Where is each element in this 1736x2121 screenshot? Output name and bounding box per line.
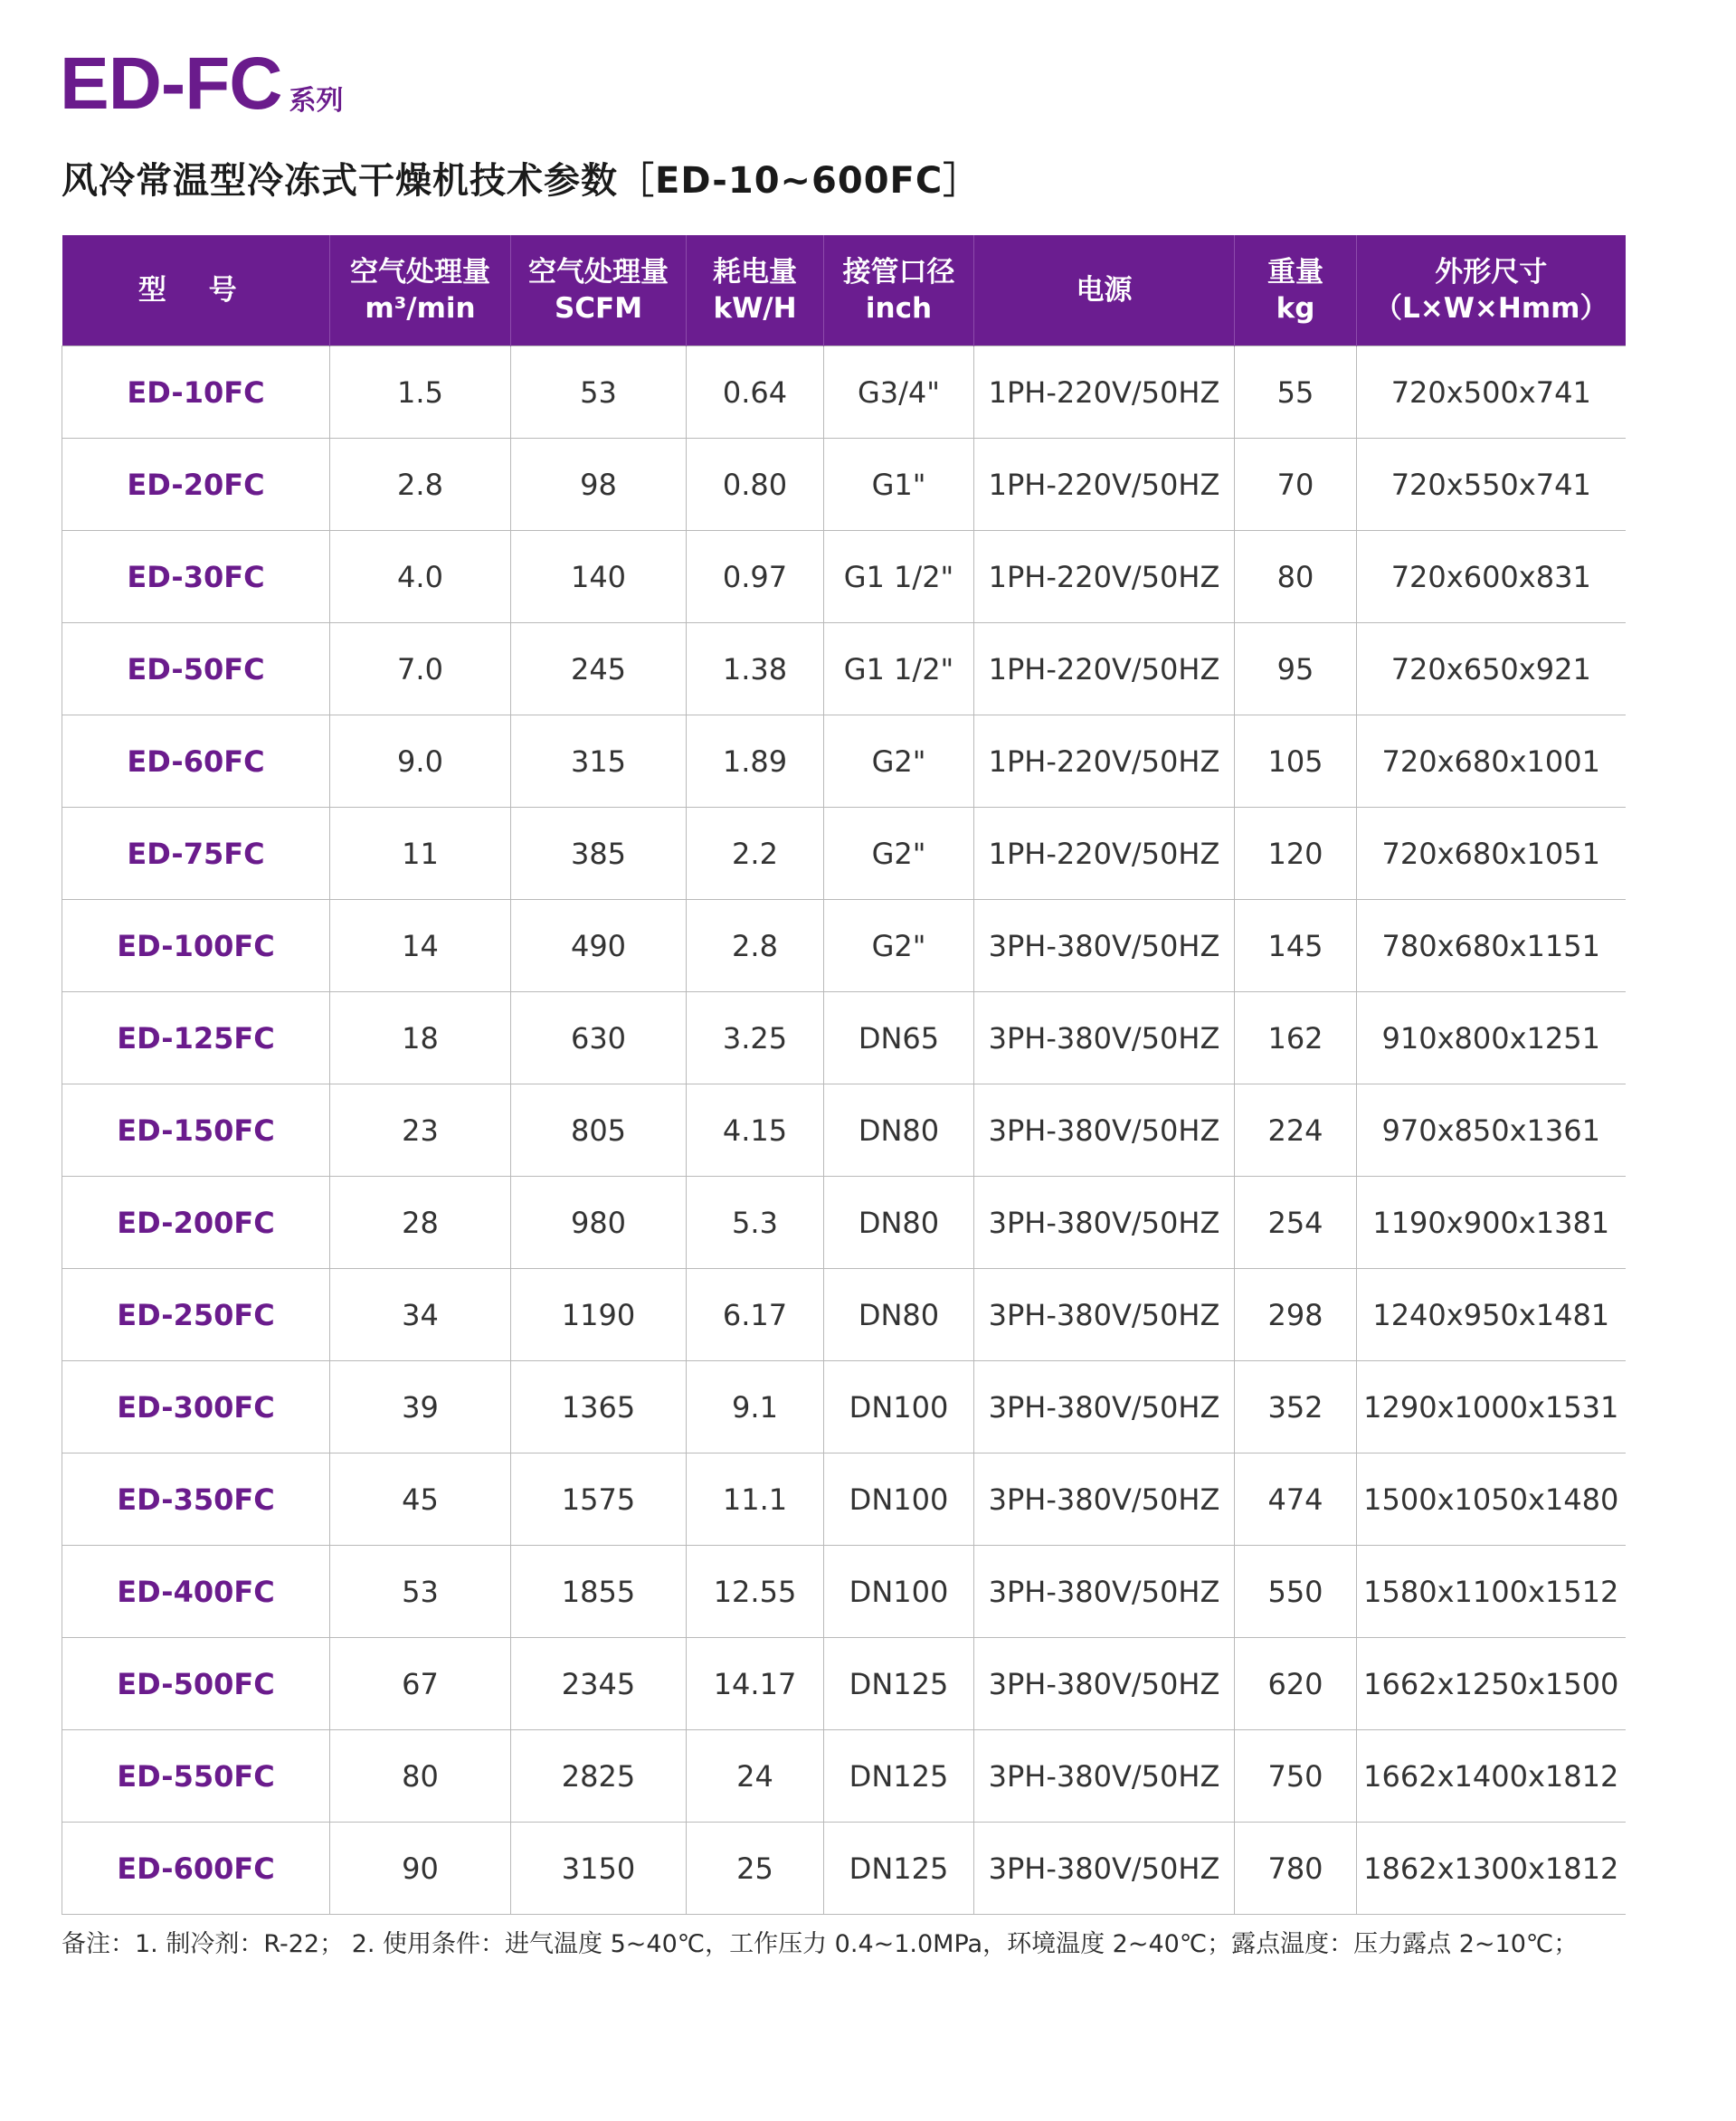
model-cell: ED-60FC: [62, 715, 330, 808]
weight-cell: 620: [1235, 1638, 1357, 1730]
model-cell: ED-550FC: [62, 1730, 330, 1823]
pipe-size-cell: DN125: [824, 1823, 974, 1915]
weight-cell: 145: [1235, 900, 1357, 992]
power-supply-cell: 1PH-220V/50HZ: [974, 346, 1235, 439]
model-cell: ED-250FC: [62, 1269, 330, 1361]
air-flow-m3-cell: 90: [330, 1823, 511, 1915]
col-header-line1: 接管口径: [842, 256, 955, 289]
table-row: [62, 346, 1626, 439]
weight-cell: 352: [1235, 1361, 1357, 1453]
power-cell: 12.55: [687, 1546, 824, 1638]
power-supply-cell: 3PH-380V/50HZ: [974, 1361, 1235, 1453]
pipe-size-cell: DN100: [824, 1361, 974, 1453]
col-header-line2: （L×W×Hmm）: [1374, 292, 1608, 325]
pipe-size-cell: DN80: [824, 1269, 974, 1361]
weight-cell: 95: [1235, 623, 1357, 715]
pipe-size-cell: DN80: [824, 1177, 974, 1269]
model-cell: ED-10FC: [62, 346, 330, 439]
air-flow-scfm-cell: 315: [511, 715, 687, 808]
dimensions-cell: 1862x1300x1812: [1357, 1823, 1626, 1915]
air-flow-scfm-cell: 98: [511, 439, 687, 531]
pipe-size-cell: G2": [824, 715, 974, 808]
col-header-line2: m³/min: [365, 292, 476, 325]
air-flow-scfm-cell: 805: [511, 1084, 687, 1177]
col-header-line2: SCFM: [554, 292, 643, 325]
col-header-line2: inch: [865, 292, 933, 325]
power-supply-cell: 3PH-380V/50HZ: [974, 1823, 1235, 1915]
air-flow-m3-cell: 34: [330, 1269, 511, 1361]
dimensions-cell: 720x680x1051: [1357, 808, 1626, 900]
power-supply-cell: 3PH-380V/50HZ: [974, 1269, 1235, 1361]
model-cell: ED-125FC: [62, 992, 330, 1084]
col-header-line1: 电源: [1076, 274, 1133, 307]
power-supply-cell: 1PH-220V/50HZ: [974, 808, 1235, 900]
air-flow-m3-cell: 53: [330, 1546, 511, 1638]
weight-cell: 162: [1235, 992, 1357, 1084]
table-row: [62, 1084, 1626, 1177]
air-flow-m3-cell: 11: [330, 808, 511, 900]
model-cell: ED-500FC: [62, 1638, 330, 1730]
col-header-line1: 型 号: [138, 274, 253, 307]
power-supply-cell: 3PH-380V/50HZ: [974, 1638, 1235, 1730]
model-cell: ED-350FC: [62, 1453, 330, 1546]
pipe-size-cell: DN100: [824, 1546, 974, 1638]
air-flow-scfm-cell: 1365: [511, 1361, 687, 1453]
dimensions-cell: 1662x1400x1812: [1357, 1730, 1626, 1823]
model-cell: ED-100FC: [62, 900, 330, 992]
air-flow-m3-cell: 18: [330, 992, 511, 1084]
power-supply-cell: 3PH-380V/50HZ: [974, 1546, 1235, 1638]
col-header-line1: 重量: [1267, 256, 1323, 289]
col-header-pipe-size: [824, 235, 974, 346]
air-flow-m3-cell: 4.0: [330, 531, 511, 623]
air-flow-m3-cell: 39: [330, 1361, 511, 1453]
weight-cell: 550: [1235, 1546, 1357, 1638]
model-cell: ED-400FC: [62, 1546, 330, 1638]
weight-cell: 105: [1235, 715, 1357, 808]
air-flow-scfm-cell: 1190: [511, 1269, 687, 1361]
air-flow-scfm-cell: 3150: [511, 1823, 687, 1915]
dimensions-cell: 910x800x1251: [1357, 992, 1626, 1084]
dimensions-cell: 720x600x831: [1357, 531, 1626, 623]
power-cell: 3.25: [687, 992, 824, 1084]
brand-series-label: 系列: [289, 85, 344, 117]
power-supply-cell: 3PH-380V/50HZ: [974, 992, 1235, 1084]
pipe-size-cell: DN125: [824, 1638, 974, 1730]
model-cell: ED-30FC: [62, 531, 330, 623]
col-header-line1: 外形尺寸: [1435, 256, 1548, 289]
air-flow-m3-cell: 7.0: [330, 623, 511, 715]
air-flow-m3-cell: 28: [330, 1177, 511, 1269]
air-flow-scfm-cell: 140: [511, 531, 687, 623]
table-row: [62, 439, 1626, 531]
power-cell: 11.1: [687, 1453, 824, 1546]
pipe-size-cell: DN100: [824, 1453, 974, 1546]
table-row: [62, 1453, 1626, 1546]
pipe-size-cell: G1 1/2": [824, 531, 974, 623]
air-flow-m3-cell: 45: [330, 1453, 511, 1546]
col-header-weight: [1235, 235, 1357, 346]
col-header-line1: 耗电量: [713, 256, 797, 289]
power-supply-cell: 3PH-380V/50HZ: [974, 1453, 1235, 1546]
air-flow-m3-cell: 2.8: [330, 439, 511, 531]
pipe-size-cell: G2": [824, 808, 974, 900]
pipe-size-cell: DN125: [824, 1730, 974, 1823]
spec-table: [62, 235, 1626, 1915]
dimensions-cell: 720x650x921: [1357, 623, 1626, 715]
air-flow-scfm-cell: 490: [511, 900, 687, 992]
air-flow-scfm-cell: 980: [511, 1177, 687, 1269]
model-cell: ED-20FC: [62, 439, 330, 531]
table-row: [62, 1730, 1626, 1823]
header-row: [62, 235, 1626, 346]
power-cell: 4.15: [687, 1084, 824, 1177]
power-cell: 14.17: [687, 1638, 824, 1730]
model-cell: ED-50FC: [62, 623, 330, 715]
power-supply-cell: 1PH-220V/50HZ: [974, 439, 1235, 531]
col-header-line1: 空气处理量: [528, 256, 669, 289]
brand-heading: [60, 43, 344, 125]
table-row: [62, 623, 1626, 715]
air-flow-scfm-cell: 245: [511, 623, 687, 715]
table-row: [62, 1361, 1626, 1453]
table-row: [62, 992, 1626, 1084]
power-supply-cell: 3PH-380V/50HZ: [974, 1730, 1235, 1823]
air-flow-scfm-cell: 1575: [511, 1453, 687, 1546]
model-cell: ED-150FC: [62, 1084, 330, 1177]
power-cell: 6.17: [687, 1269, 824, 1361]
air-flow-m3-cell: 14: [330, 900, 511, 992]
power-supply-cell: 1PH-220V/50HZ: [974, 531, 1235, 623]
dimensions-cell: 720x500x741: [1357, 346, 1626, 439]
power-cell: 9.1: [687, 1361, 824, 1453]
pipe-size-cell: G2": [824, 900, 974, 992]
dimensions-cell: 1290x1000x1531: [1357, 1361, 1626, 1453]
weight-cell: 254: [1235, 1177, 1357, 1269]
power-supply-cell: 3PH-380V/50HZ: [974, 1177, 1235, 1269]
weight-cell: 80: [1235, 531, 1357, 623]
weight-cell: 55: [1235, 346, 1357, 439]
power-cell: 2.8: [687, 900, 824, 992]
model-cell: ED-300FC: [62, 1361, 330, 1453]
table-row: [62, 1823, 1626, 1915]
col-header-power-consumption: [687, 235, 824, 346]
weight-cell: 298: [1235, 1269, 1357, 1361]
weight-cell: 750: [1235, 1730, 1357, 1823]
power-supply-cell: 3PH-380V/50HZ: [974, 900, 1235, 992]
air-flow-scfm-cell: 53: [511, 346, 687, 439]
air-flow-scfm-cell: 2825: [511, 1730, 687, 1823]
dimensions-cell: 1580x1100x1512: [1357, 1546, 1626, 1638]
power-supply-cell: 1PH-220V/50HZ: [974, 715, 1235, 808]
model-cell: ED-200FC: [62, 1177, 330, 1269]
weight-cell: 120: [1235, 808, 1357, 900]
col-header-air-flow-m3: [330, 235, 511, 346]
pipe-size-cell: DN65: [824, 992, 974, 1084]
table-row: [62, 531, 1626, 623]
power-supply-cell: 1PH-220V/50HZ: [974, 623, 1235, 715]
air-flow-m3-cell: 23: [330, 1084, 511, 1177]
power-cell: 1.38: [687, 623, 824, 715]
power-cell: 0.64: [687, 346, 824, 439]
power-cell: 5.3: [687, 1177, 824, 1269]
col-header-air-flow-scfm: [511, 235, 687, 346]
power-cell: 1.89: [687, 715, 824, 808]
dimensions-cell: 720x680x1001: [1357, 715, 1626, 808]
air-flow-scfm-cell: 630: [511, 992, 687, 1084]
air-flow-m3-cell: 1.5: [330, 346, 511, 439]
weight-cell: 224: [1235, 1084, 1357, 1177]
footnote: 备注：1. 制冷剂：R-22； 2. 使用条件：进气温度 5~40℃，工作压力 0.4~1.0MPa，环境温度 2~40℃；露点温度：压力露点 2~10℃；: [62, 1930, 1579, 1958]
air-flow-scfm-cell: 385: [511, 808, 687, 900]
table-row: [62, 1638, 1626, 1730]
spec-table-body: [62, 346, 1626, 1915]
weight-cell: 474: [1235, 1453, 1357, 1546]
air-flow-m3-cell: 80: [330, 1730, 511, 1823]
air-flow-m3-cell: 67: [330, 1638, 511, 1730]
power-cell: 0.97: [687, 531, 824, 623]
dimensions-cell: 970x850x1361: [1357, 1084, 1626, 1177]
weight-cell: 70: [1235, 439, 1357, 531]
table-row: [62, 808, 1626, 900]
col-header-line1: 空气处理量: [350, 256, 490, 289]
dimensions-cell: 1190x900x1381: [1357, 1177, 1626, 1269]
page-title: 风冷常温型冷冻式干燥机技术参数［ED-10~600FC］: [62, 160, 981, 202]
pipe-size-cell: G1 1/2": [824, 623, 974, 715]
weight-cell: 780: [1235, 1823, 1357, 1915]
air-flow-scfm-cell: 2345: [511, 1638, 687, 1730]
table-row: [62, 900, 1626, 992]
model-cell: ED-600FC: [62, 1823, 330, 1915]
pipe-size-cell: G3/4": [824, 346, 974, 439]
power-supply-cell: 3PH-380V/50HZ: [974, 1084, 1235, 1177]
power-cell: 0.80: [687, 439, 824, 531]
power-cell: 25: [687, 1823, 824, 1915]
col-header-power-supply: [974, 235, 1235, 346]
air-flow-scfm-cell: 1855: [511, 1546, 687, 1638]
air-flow-m3-cell: 9.0: [330, 715, 511, 808]
table-row: [62, 1269, 1626, 1361]
brand-name: ED-FC: [60, 43, 282, 125]
spec-table-header: [62, 235, 1626, 346]
col-header-model: [62, 235, 330, 346]
col-header-line2: kW/H: [713, 292, 797, 325]
pipe-size-cell: G1": [824, 439, 974, 531]
col-header-dimensions: [1357, 235, 1626, 346]
dimensions-cell: 780x680x1151: [1357, 900, 1626, 992]
power-cell: 2.2: [687, 808, 824, 900]
table-row: [62, 1546, 1626, 1638]
dimensions-cell: 720x550x741: [1357, 439, 1626, 531]
pipe-size-cell: DN80: [824, 1084, 974, 1177]
power-cell: 24: [687, 1730, 824, 1823]
table-row: [62, 1177, 1626, 1269]
col-header-line2: kg: [1276, 292, 1315, 325]
model-cell: ED-75FC: [62, 808, 330, 900]
dimensions-cell: 1500x1050x1480: [1357, 1453, 1626, 1546]
dimensions-cell: 1662x1250x1500: [1357, 1638, 1626, 1730]
table-row: [62, 715, 1626, 808]
dimensions-cell: 1240x950x1481: [1357, 1269, 1626, 1361]
